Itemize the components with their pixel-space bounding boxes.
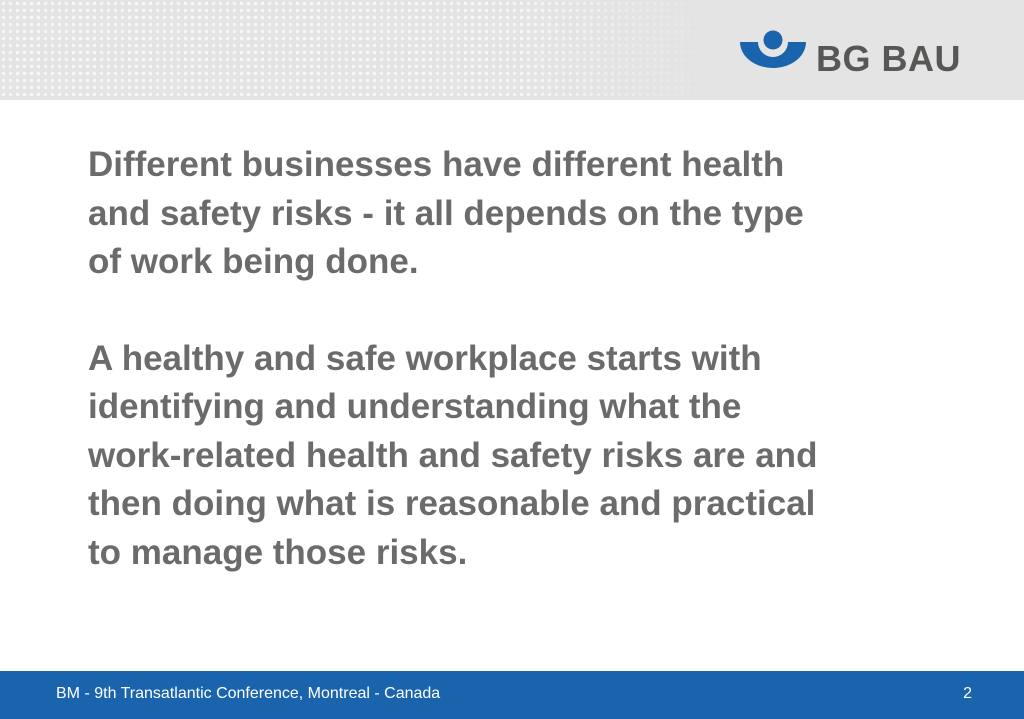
logo-text: BG BAU [816, 38, 961, 79]
footer-bar [0, 671, 1024, 719]
header-fade [520, 0, 720, 100]
bg-bau-logo-icon [738, 28, 808, 84]
paragraph-2: A healthy and safe workplace starts with identifying and understanding what the work-related health and safety risks are and then doing what is reasonable and practical to manage those risks. [88, 338, 818, 572]
page-number: 2 [963, 685, 972, 702]
paragraph-1: Different businesses have different health and safety risks - it all depends on the type of work being done. [88, 145, 804, 281]
bg-bau-logo [738, 28, 961, 84]
slide-body [88, 141, 968, 577]
footer-conference-text: BM - 9th Transatlantic Conference, Montreal - Canada [56, 685, 441, 702]
